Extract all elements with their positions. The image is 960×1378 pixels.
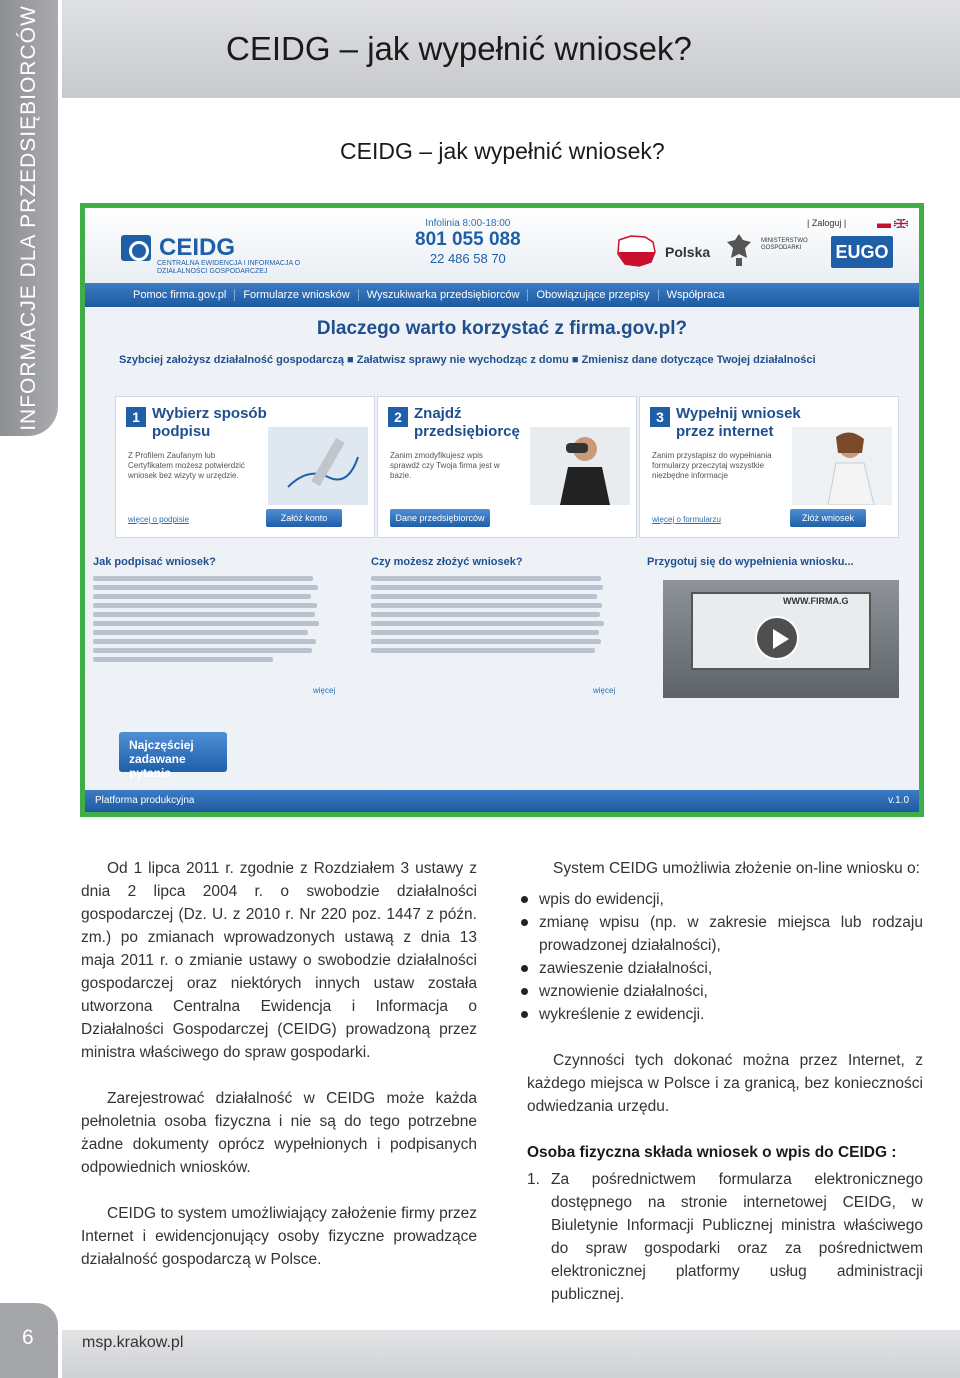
bullet-list (527, 888, 923, 1026)
step-description: Zanim przystąpisz do wypełniania formularzy przeczytaj wszystkie niezbędne informacje (652, 451, 772, 480)
step-card-2 (377, 396, 637, 538)
website-screenshot (80, 203, 924, 817)
list-item: wykreślenie z ewidencji. (527, 1003, 923, 1026)
article-title: CEIDG – jak wypełnić wniosek? (340, 138, 665, 164)
ceidg-logo-text: CEIDG (159, 234, 236, 261)
play-icon[interactable] (755, 616, 799, 660)
create-account-button[interactable]: Załóż konto (266, 509, 342, 527)
info-text-lines (93, 576, 353, 662)
company-data-button[interactable]: Dane przedsiębiorców (390, 509, 490, 527)
paragraph: Zarejestrować działalność w CEIDG może każda pełnoletnia osoba fizyczna i nie są do tego potrzebne żadne dokumenty oprócz wypełnionych i podpisanych odpowiednich wniosków. (81, 1090, 477, 1176)
info-title: Czy możesz złożyć wniosek? (371, 556, 523, 568)
infoline (415, 218, 521, 266)
section-label: INFORMACJE DLA PRZEDSIĘBIORCÓW (17, 5, 40, 431)
paragraph: System CEIDG umożliwia złożenie on-line wniosku o: (553, 860, 920, 877)
site-hero-title: Dlaczego warto korzystać z firma.gov.pl? (316, 318, 688, 339)
more-link[interactable]: więcej (593, 686, 616, 695)
faq-button[interactable]: Najczęściej zadawane pytania (119, 732, 227, 772)
step-number: 3 (650, 407, 670, 427)
section-side-tab (0, 0, 58, 436)
step-title: Wypełnij wniosek przez internet (676, 405, 801, 440)
step-title: Wybierz sposób podpisu (152, 405, 267, 440)
infoline-phone-primary: 801 055 088 (415, 229, 521, 250)
infoline-label: Infolinia 8:00-18:00 (425, 218, 511, 229)
paragraph: CEIDG to system umożliwiający założenie firmy przez Internet i ewidencjonujący osoby fizyczne prowadzące działalność gospodarczą w Polsce. (81, 1205, 477, 1268)
woman-binoculars-image (530, 427, 630, 505)
nav-cooperation[interactable]: Współpraca (666, 289, 725, 301)
info-column-sign (93, 556, 353, 662)
list-item: wznowienie działalności, (527, 980, 923, 1003)
right-text-column (527, 857, 923, 1306)
footer-url[interactable]: msp.krakow.pl (82, 1334, 184, 1351)
version-label: v.1.0 (888, 795, 909, 806)
ceidg-logo (121, 234, 235, 262)
submit-application-button[interactable]: Złóż wniosek (790, 509, 866, 527)
info-column-eligibility (371, 556, 631, 653)
info-title: Przygotuj się do wypełnienia wniosku... (647, 556, 854, 568)
section-heading: Osoba fizyczna składa wniosek o wpis do CEIDG : (527, 1144, 897, 1161)
step-description: Zanim zmodyfikujesz wpis sprawdź czy Twoja firma jest w bazie. (390, 451, 500, 480)
step-more-link[interactable]: więcej o formularzu (652, 515, 721, 524)
footer-bar (62, 1330, 960, 1378)
paragraph: Od 1 lipca 2011 r. zgodnie z Rozdziałem 3 ustawy z dnia 2 lipca 2004 r. o swobodzie działalności gospodarczej (Dz. U. z 2010 r. Nr 220 poz. 1447 z późn. zm.) po zmianach wprowadzonych ustawą z dnia 13 maja 2011 r. o zmianie ustawy o swobodzie działalności gospodarczej oraz niektórych innych ustaw została utworzona Centralna Ewidencja i Informacja o Działalności Gospodarczej (CEIDG) prowadzoną przez ministra właściwego do spraw gospodarki. (81, 860, 477, 1061)
poland-map-icon (615, 232, 657, 268)
language-flags (877, 219, 908, 228)
nav-help[interactable]: Pomoc firma.gov.pl (125, 289, 235, 301)
ceidg-logo-icon (121, 235, 151, 261)
infoline-phone-secondary: 22 486 58 70 (429, 251, 506, 266)
eugo-logo: EUGO (831, 236, 893, 268)
poland-label: Polska (665, 244, 711, 260)
list-number: 1. (527, 1171, 540, 1188)
more-link[interactable]: więcej (313, 686, 336, 695)
page-title: CEIDG – jak wypełnić wniosek? (226, 30, 692, 67)
site-benefits: Szybciej założysz działalność gospodarczą ■ Załatwisz sprawy nie wychodząc z domu ■ Zmienisz dane dotyczące Twojej działalności (119, 354, 816, 366)
nav-search[interactable]: Wyszukiwarka przedsiębiorców (359, 289, 529, 301)
step-more-link[interactable]: więcej o podpisie (128, 515, 189, 524)
login-link[interactable]: | Zaloguj | (807, 218, 847, 228)
left-text-column (81, 857, 477, 1294)
site-footer (85, 790, 919, 812)
info-column-prepare (647, 556, 907, 576)
pen-signature-image (268, 427, 368, 505)
woman-laptop-image (792, 427, 892, 505)
info-text-lines (371, 576, 631, 653)
site-nav (85, 283, 919, 307)
nav-regulations[interactable]: Obowiązujące przepisy (528, 289, 658, 301)
video-url-text: WWW.FIRMA.G (783, 596, 849, 606)
video-player[interactable] (663, 580, 899, 698)
list-text: Za pośrednictwem formularza elektronicznego dostępnego na stronie internetowej CEIDG, w Biuletynie Informacji Publicznej ministra właściwego do spraw gospodarki oraz za pośrednictwem elektronicznej platformy usług administracji publicznej. (551, 1171, 923, 1303)
eagle-emblem-icon (725, 230, 753, 270)
step-description: Z Profilem Zaufanym lub Certyfikatem możesz potwierdzić wniosek bez wizyty w urzędzie. (128, 451, 245, 480)
step-card-1 (115, 396, 375, 538)
platform-label: Platforma produkcyjna (95, 795, 195, 806)
info-title: Jak podpisać wniosek? (93, 556, 216, 568)
page-number: 6 (22, 1326, 34, 1349)
ceidg-logo-subtitle: CENTRALNA EWIDENCJA I INFORMACJA O DZIAŁALNOŚCI GOSPODARCZEJ (157, 260, 301, 275)
list-item: zawieszenie działalności, (527, 957, 923, 980)
step-number: 1 (126, 407, 146, 427)
numbered-list (527, 1168, 923, 1306)
flag-uk-icon[interactable] (894, 219, 908, 228)
step-number: 2 (388, 407, 408, 427)
site-header (85, 208, 919, 283)
ministry-label: MINISTERSTWO GOSPODARKI (761, 238, 808, 251)
flag-pl-icon[interactable] (877, 219, 891, 228)
step-card-3 (639, 396, 899, 538)
step-title: Znajdź przedsiębiorcę (414, 405, 520, 440)
paragraph: Czynności tych dokonać można przez Internet, z każdego miejsca w Polsce i za granicą, bez konieczności odwiedzania urzędu. (527, 1052, 923, 1115)
list-item: zmianę wpisu (np. w zakresie miejsca lub rodzaju prowadzonej działalności), (527, 911, 923, 957)
list-item: wpis do ewidencji, (527, 888, 923, 911)
list-item (527, 1168, 923, 1306)
nav-forms[interactable]: Formularze wniosków (235, 289, 358, 301)
